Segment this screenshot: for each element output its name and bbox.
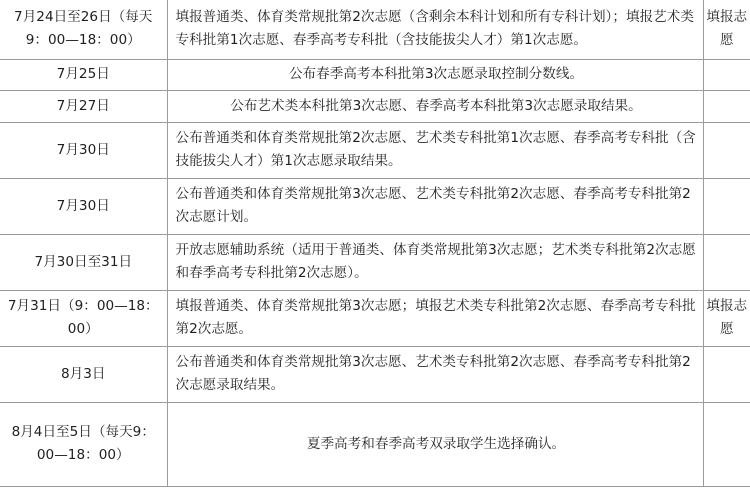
- table-row: [0, 234, 750, 290]
- note-cell: [703, 59, 750, 90]
- note-cell: 填报志愿: [703, 0, 750, 59]
- date-cell: 7月30日: [0, 122, 167, 178]
- table-row: [0, 0, 750, 59]
- date-cell: 7月30日至31日: [0, 234, 167, 290]
- content-cell: 公布艺术类本科批第3次志愿、春季高考本科批第3次志愿录取结果。: [167, 90, 703, 122]
- date-cell: 8月3日: [0, 346, 167, 402]
- content-cell: 公布春季高考本科批第3次志愿录取控制分数线。: [167, 59, 703, 90]
- table-row: [0, 290, 750, 346]
- content-cell: 公布普通类和体育类常规批第3次志愿、艺术类专科批第2次志愿、春季高考专科批第2次志愿录取结果。: [167, 346, 703, 402]
- date-cell: 7月30日: [0, 178, 167, 234]
- note-cell: [703, 122, 750, 178]
- table-row: [0, 346, 750, 402]
- content-cell: 开放志愿辅助系统（适用于普通类、体育类常规批第3次志愿；艺术类专科批第2次志愿和春季高考专科批第2次志愿）。: [167, 234, 703, 290]
- table-row: [0, 178, 750, 234]
- table-row: [0, 59, 750, 90]
- table-row: [0, 90, 750, 122]
- note-cell: 填报志愿: [703, 290, 750, 346]
- date-cell: 7月25日: [0, 59, 167, 90]
- note-cell: [703, 178, 750, 234]
- note-cell: [703, 402, 750, 486]
- table-row: [0, 402, 750, 486]
- content-cell: 公布普通类和体育类常规批第3次志愿、艺术类专科批第2次志愿、春季高考专科批第2次志愿计划。: [167, 178, 703, 234]
- content-cell: 填报普通类、体育类常规批第3次志愿；填报艺术类专科批第2次志愿、春季高考专科批第2次志愿。: [167, 290, 703, 346]
- date-cell: 7月31日（9：00—18：00）: [0, 290, 167, 346]
- note-cell: [703, 90, 750, 122]
- note-cell: [703, 234, 750, 290]
- note-cell: [703, 346, 750, 402]
- content-cell: 填报普通类、体育类常规批第2次志愿（含剩余本科计划和所有专科计划）；填报艺术类专科批第1次志愿、春季高考专科批（含技能拔尖人才）第1次志愿。: [167, 0, 703, 59]
- content-cell: 公布普通类和体育类常规批第2次志愿、艺术类专科批第1次志愿、春季高考专科批（含技能拔尖人才）第1次志愿录取结果。: [167, 122, 703, 178]
- date-cell: 8月4日至5日（每天9：00—18：00）: [0, 402, 167, 486]
- table-row: [0, 122, 750, 178]
- date-cell: 7月27日: [0, 90, 167, 122]
- date-cell: 7月24日至26日（每天9：00—18：00）: [0, 0, 167, 59]
- content-cell: 夏季高考和春季高考双录取学生选择确认。: [167, 402, 703, 486]
